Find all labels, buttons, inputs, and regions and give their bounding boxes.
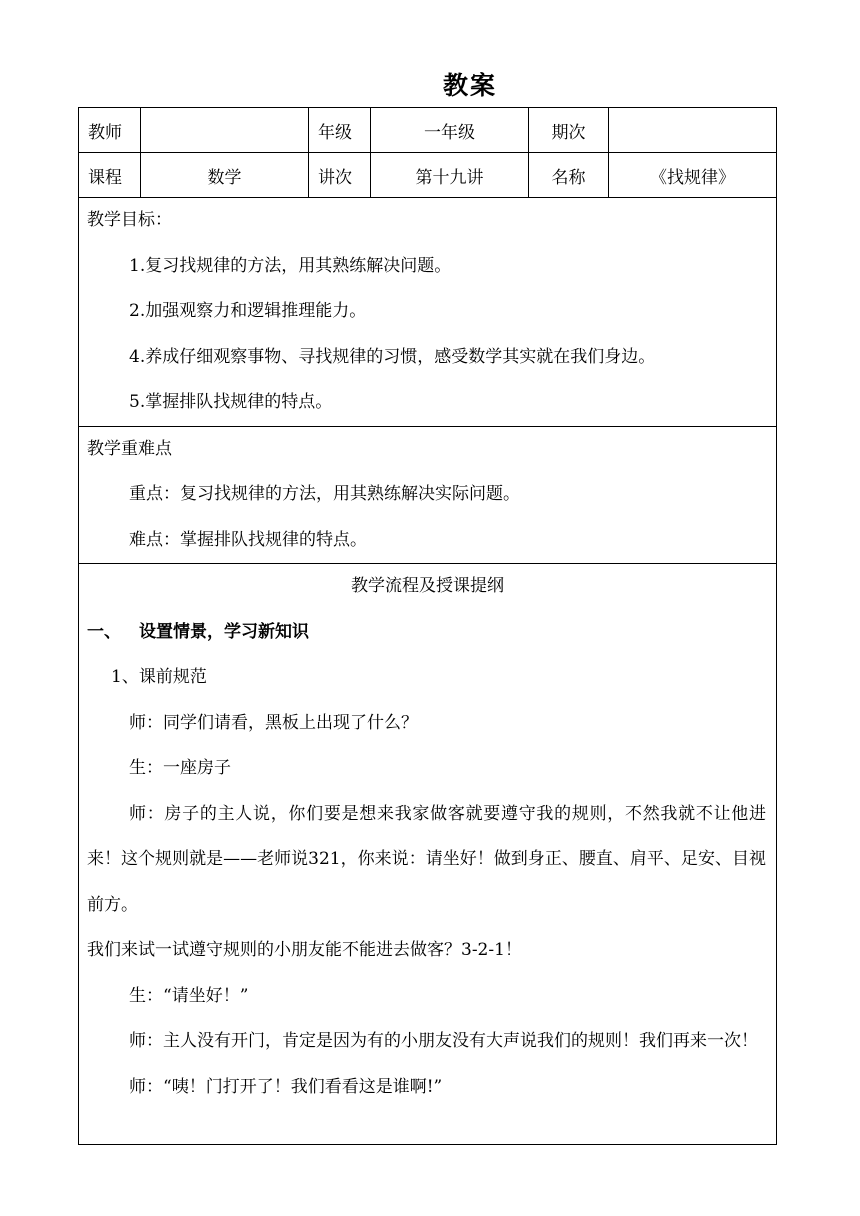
objectives-heading: 教学目标：	[87, 210, 172, 230]
objectives-row	[79, 198, 777, 427]
name-value: 《找规律》	[609, 153, 777, 198]
key-points-heading: 教学重难点	[87, 438, 172, 459]
subsection-heading: 1、课前规范	[111, 667, 207, 687]
dialogue-line: 我们来试一试遵守规则的小朋友能不能进去做客？3-2-1！	[87, 940, 522, 960]
key-points-row	[79, 426, 777, 564]
section-title: 设置情景，学习新知识	[139, 621, 309, 642]
objective-item: 1.复习找规律的方法，用其熟练解决问题。	[129, 255, 452, 276]
dialogue-paragraph: 师：主人没有开门，肯定是因为有的小朋友没有大声说我们的规则！我们再来一次！	[129, 1031, 758, 1051]
flow-cell	[79, 564, 777, 1145]
key-point-focus: 重点：复习找规律的方法，用其熟练解决实际问题。	[129, 484, 520, 504]
objective-item: 4.养成仔细观察事物、寻找规律的习惯，感受数学其实就在我们身边。	[129, 346, 656, 367]
key-point-difficulty: 难点：掌握排队找规律的特点。	[129, 529, 367, 550]
session-value	[609, 108, 777, 153]
dialogue-line: 师：同学们请看，黑板上出现了什么？	[129, 712, 418, 733]
dialogue-line: 生：一座房子	[129, 758, 231, 778]
dialogue-line: 师：“咦！门打开了！我们看看这是谁啊!”	[129, 1076, 443, 1097]
flow-heading: 教学流程及授课提纲	[351, 576, 504, 596]
name-label: 名称	[529, 153, 609, 198]
lesson-plan-table	[78, 107, 777, 1145]
course-value: 数学	[141, 153, 309, 198]
header-row-1	[79, 108, 777, 153]
section-heading	[87, 610, 768, 656]
flow-row	[79, 564, 777, 1145]
dialogue-paragraph: 师：房子的主人说，你们要是想来我家做客就要遵守我的规则，不然我就不让他进来！这个规则就是——老师说321，你来说：请坐好！做到身正、腰直、肩平、足安、目视前方。	[87, 803, 766, 915]
teacher-value	[141, 108, 309, 153]
teacher-label: 教师	[79, 108, 141, 153]
header-row-2	[79, 153, 777, 198]
grade-label: 年级	[309, 108, 371, 153]
objectives-cell	[79, 198, 777, 427]
objective-item: 5.掌握排队找规律的特点。	[129, 392, 333, 412]
dialogue-line: 生：“请坐好！”	[129, 985, 249, 1006]
course-label: 课程	[79, 153, 141, 198]
key-points-cell	[79, 426, 777, 564]
section-number: 一、	[87, 621, 121, 642]
page-title: 教案	[442, 71, 497, 100]
lecture-label: 讲次	[309, 153, 371, 198]
session-label: 期次	[529, 108, 609, 153]
grade-value: 一年级	[371, 108, 529, 153]
lecture-value: 第十九讲	[371, 153, 529, 198]
objective-item: 2.加强观察力和逻辑推理能力。	[129, 301, 367, 321]
